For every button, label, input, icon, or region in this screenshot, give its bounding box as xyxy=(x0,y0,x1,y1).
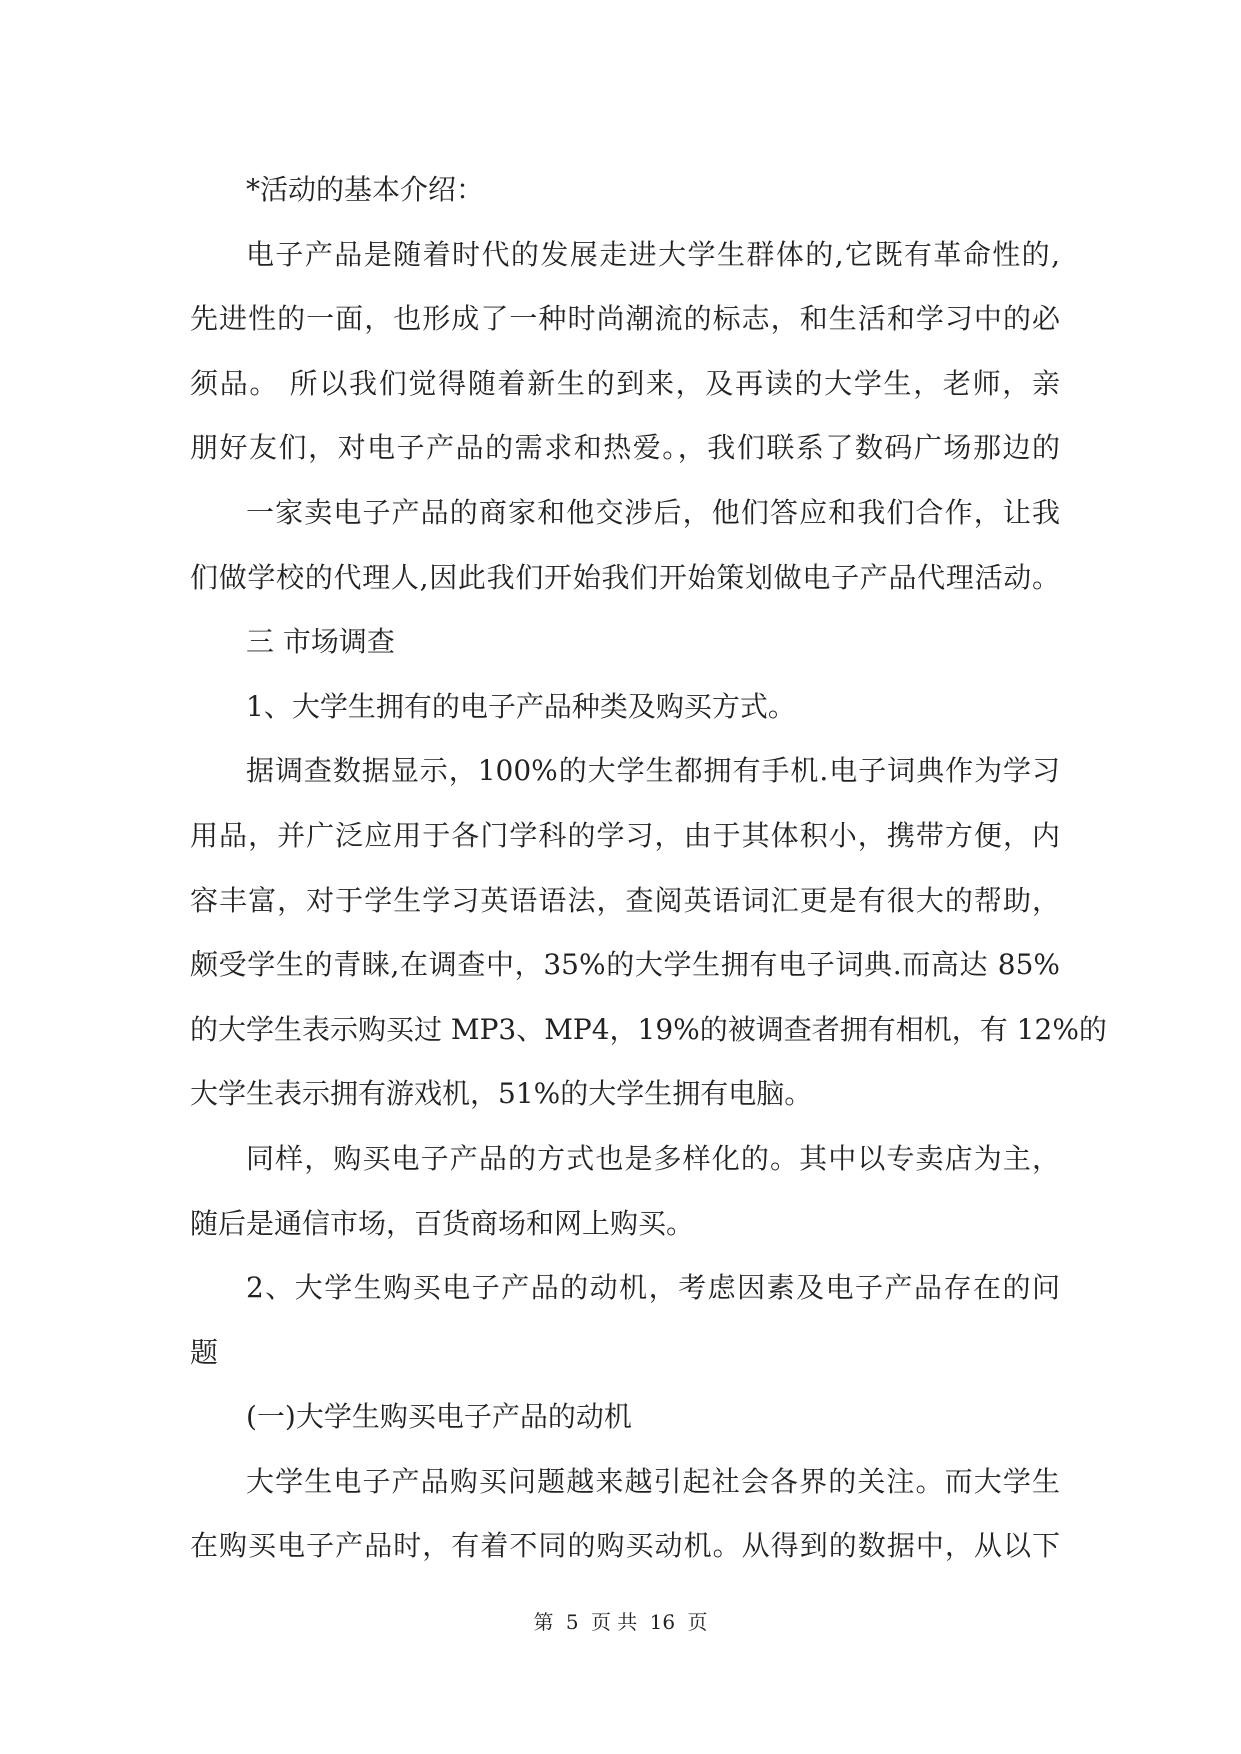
subsection-heading: 2、大学生购买电子产品的动机，考虑因素及电子产品存在的问 xyxy=(246,1271,1060,1305)
section-heading-market-survey: 三 市场调查 xyxy=(246,625,395,659)
subsection-heading-continued: 题 xyxy=(190,1335,219,1369)
footer-middle: 页 共 xyxy=(590,1610,638,1634)
footer-prefix: 第 xyxy=(533,1610,554,1634)
paragraph-line: 随后是通信市场，百货商场和网上购买。 xyxy=(190,1206,695,1240)
paragraph-line: 们做学校的代理人,因此我们开始我们开始策划做电子产品代理活动。 xyxy=(190,560,1060,594)
paragraph-line: 用品，并广泛应用于各门学科的学习，由于其体积小，携带方便，内 xyxy=(190,818,1060,852)
page-footer xyxy=(0,1608,1241,1636)
paragraph-line: 朋好友们，对电子产品的需求和热爱。，我们联系了数码广场那边的 xyxy=(190,431,1060,465)
paragraph-line: 的大学生表示购买过 MP3、MP4，19%的被调查者拥有相机，有 12%的 xyxy=(190,1012,1107,1046)
activity-intro-heading: *活动的基本介绍： xyxy=(246,173,485,206)
paragraph-line: 须品。 所以我们觉得随着新生的到来，及再读的大学生，老师，亲 xyxy=(190,366,1060,400)
paragraph-line: 先进性的一面，也形成了一种时尚潮流的标志，和生活和学习中的必 xyxy=(190,302,1060,336)
paragraph-line: 大学生电子产品购买问题越来越引起社会各界的关注。而大学生 xyxy=(246,1464,1060,1498)
paragraph-line: 容丰富，对于学生学习英语语法，查阅英语词汇更是有很大的帮助， xyxy=(190,883,1060,917)
paragraph-line: 电子产品是随着时代的发展走进大学生群体的,它既有革命性的, xyxy=(246,237,1060,271)
paragraph-line: 颇受学生的青睐,在调查中，35%的大学生拥有电子词典.而高达 85% xyxy=(190,948,1060,982)
paragraph-line: 在购买电子产品时，有着不同的购买动机。从得到的数据中，从以下 xyxy=(190,1529,1060,1563)
subsection-heading: 1、大学生拥有的电子产品种类及购买方式。 xyxy=(246,689,796,723)
document-body xyxy=(190,158,1107,1579)
paragraph-line: 一家卖电子产品的商家和他交涉后，他们答应和我们合作，让我 xyxy=(246,495,1060,529)
paragraph-line: 大学生表示拥有游戏机，51%的大学生拥有电脑。 xyxy=(190,1077,813,1111)
sub-subsection-heading: (一)大学生购买电子产品的动机 xyxy=(246,1400,632,1434)
footer-suffix: 页 xyxy=(687,1610,708,1634)
paragraph-line: 同样，购买电子产品的方式也是多样化的。其中以专卖店为主， xyxy=(246,1141,1060,1175)
current-page-number: 5 xyxy=(565,1610,579,1634)
total-page-count: 16 xyxy=(649,1610,676,1634)
paragraph-line: 据调查数据显示，100%的大学生都拥有手机.电子词典作为学习 xyxy=(246,754,1060,788)
